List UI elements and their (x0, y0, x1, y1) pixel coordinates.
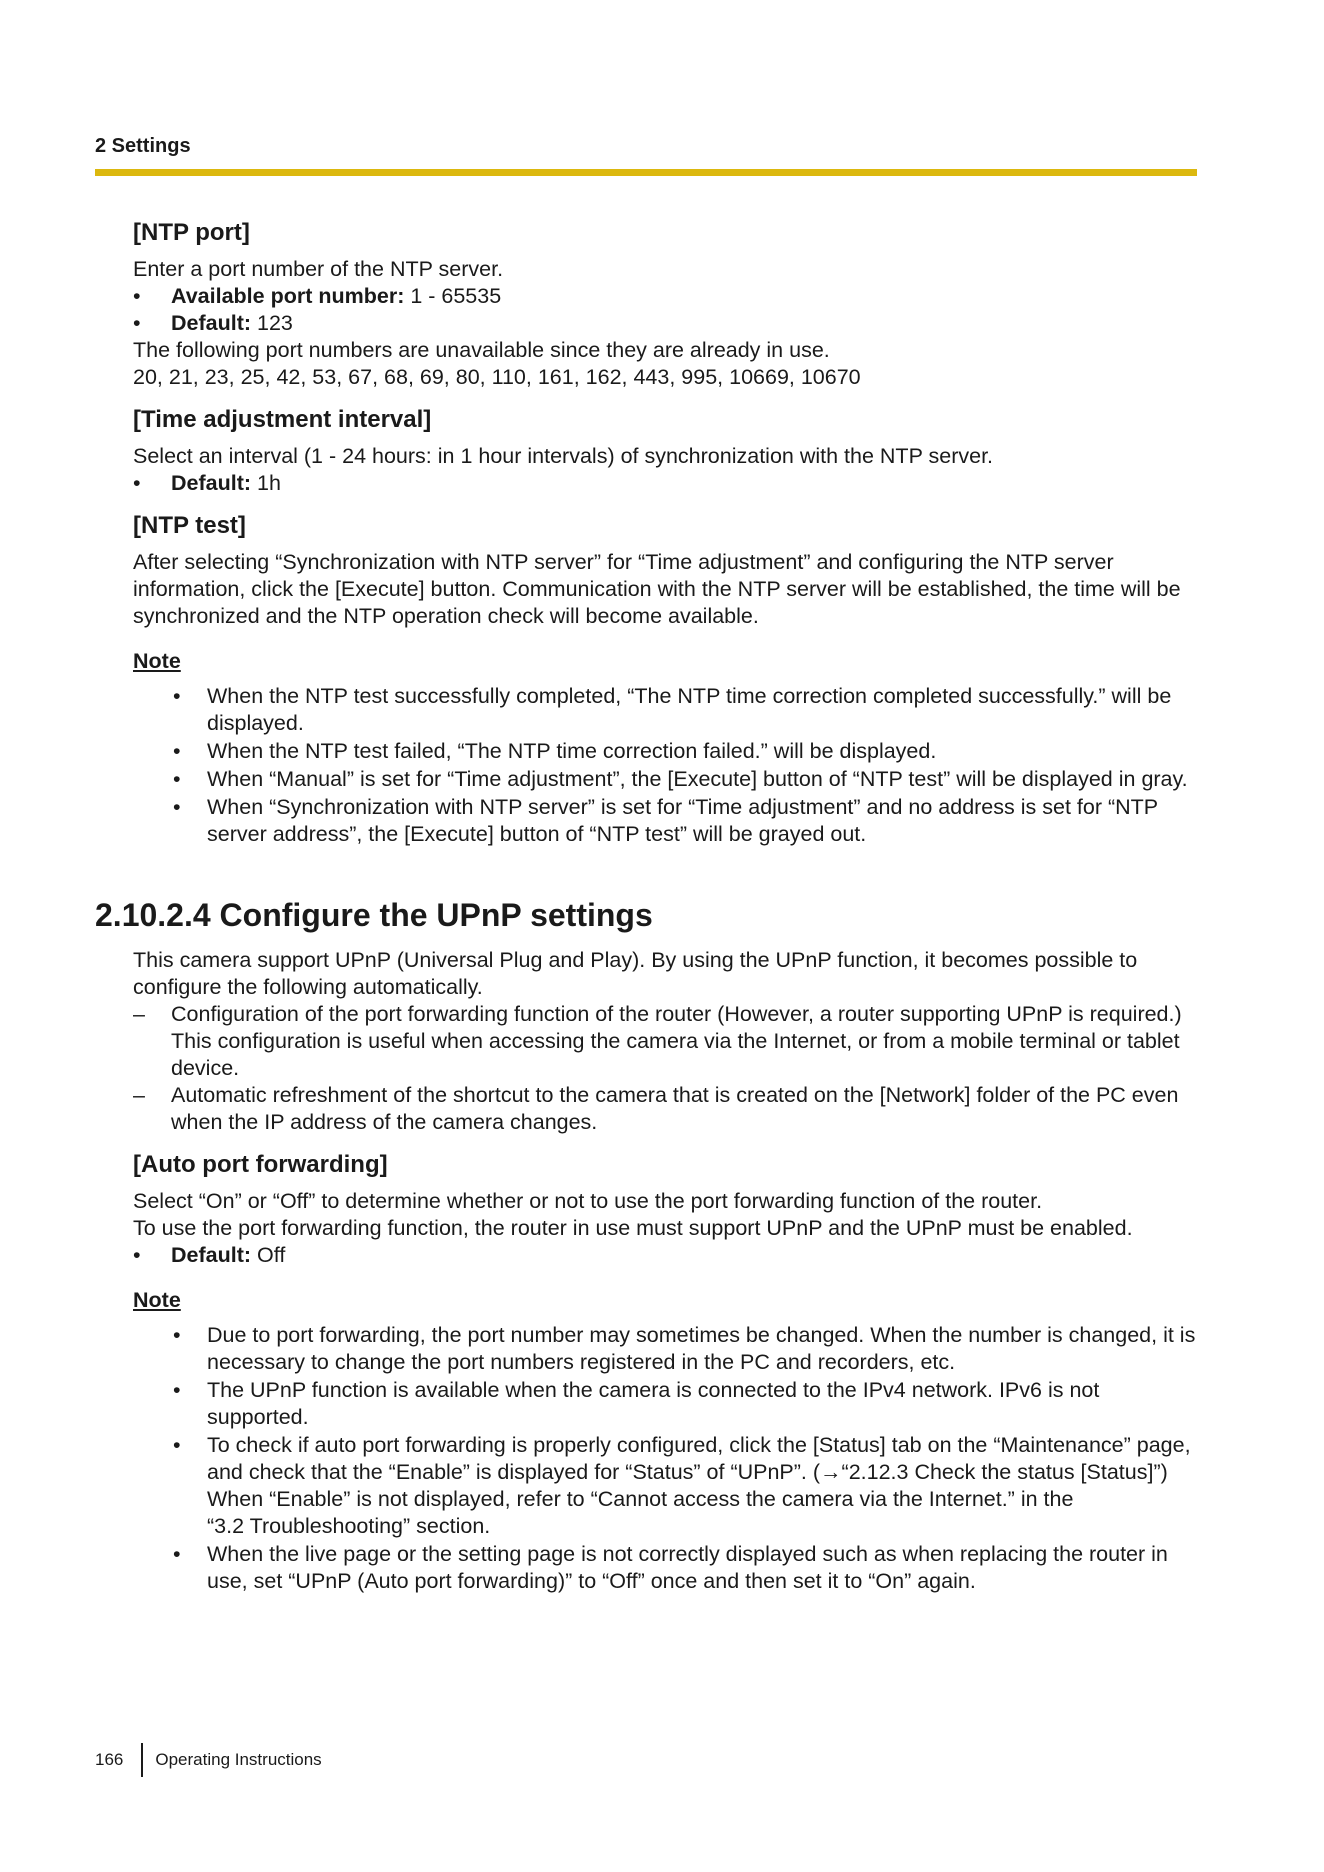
note-label: Note (133, 649, 181, 673)
auto-port-line-1: Select “On” or “Off” to determine whether or not to use the port forwarding function of the router. (133, 1189, 1043, 1213)
ntp-port-title: [NTP port] (133, 219, 250, 246)
header-rule (95, 169, 1197, 176)
ntp-test-title: [NTP test] (133, 512, 246, 539)
auto-port-notes (133, 1322, 1197, 1595)
footer-doc-title: Operating Instructions (155, 1750, 322, 1769)
note-item: • When “Manual” is set for “Time adjustment”, the [Execute] button of “NTP test” will be displayed in gray. (173, 766, 1197, 793)
time-adjustment-interval-title: [Time adjustment interval] (133, 406, 432, 433)
ntp-port-intro: Enter a port number of the NTP server. (133, 257, 504, 281)
note-item: • Due to port forwarding, the port number may sometimes be changed. When the number is changed, it is necessary to change the port numbers registered in the PC and recorders, etc. (173, 1322, 1197, 1376)
ntp-test-body: After selecting “Synchronization with NTP server” for “Time adjustment” and configuring the NTP server information, click the [Execute] button. Communication with the NTP server will be established, the time will be synchronized and the NTP operation check will become available. (133, 550, 1181, 628)
note-item (173, 1432, 1197, 1540)
time-adjustment-intro: Select an interval (1 - 24 hours: in 1 hour intervals) of synchronization with the NTP server. (133, 444, 994, 468)
note-item: • The UPnP function is available when the camera is connected to the IPv4 network. IPv6 is not supported. (173, 1377, 1197, 1431)
upnp-feature-item: – Automatic refreshment of the shortcut to the camera that is created on the [Network] folder of the PC even when the IP address of the camera changes. (133, 1082, 1197, 1136)
available-port-value: 1 - 65535 (404, 284, 502, 308)
available-port-item (133, 283, 1197, 310)
note-item: • When the NTP test successfully completed, “The NTP time correction completed successfully.” will be displayed. (173, 683, 1197, 737)
page-number: 166 (95, 1750, 124, 1769)
auto-port-line-2: To use the port forwarding function, the router in use must support UPnP and the UPnP must be enabled. (133, 1216, 1133, 1240)
ntp-test-notes (133, 683, 1197, 848)
upnp-feature-list (133, 1001, 1197, 1136)
unavailable-ports-text: The following port numbers are unavailable since they are already in use. (133, 338, 830, 362)
auto-port-forwarding-title: [Auto port forwarding] (133, 1151, 388, 1178)
ntp-port-specs (133, 283, 1197, 337)
default-value: Off (251, 1243, 286, 1267)
page-content (95, 218, 1197, 1596)
note-item: • When the NTP test failed, “The NTP time correction failed.” will be displayed. (173, 738, 1197, 765)
running-header-section: 2 Settings (95, 135, 191, 157)
unavailable-ports-list: 20, 21, 23, 25, 42, 53, 67, 68, 69, 80, 110, 161, 162, 443, 995, 10669, 10670 (133, 365, 861, 389)
upnp-section-heading: 2.10.2.4 Configure the UPnP settings (95, 897, 653, 933)
default-label: Default: (171, 471, 252, 495)
page-footer (95, 1743, 322, 1777)
auto-port-default-item (133, 1242, 1197, 1269)
note-continuation-2: “3.2 Troubleshooting” section. (207, 1514, 491, 1538)
time-adjustment-specs (133, 470, 1197, 497)
footer-divider (141, 1743, 143, 1777)
default-label: Default: (171, 1243, 252, 1267)
time-adjustment-default-item (133, 470, 1197, 497)
ntp-port-default-item (133, 310, 1197, 337)
note-continuation-1: When “Enable” is not displayed, refer to “Cannot access the camera via the Internet.” in the (207, 1487, 1074, 1511)
available-port-label: Available port number: (171, 284, 405, 308)
default-value: 123 (251, 311, 293, 335)
upnp-intro: This camera support UPnP (Universal Plug and Play). By using the UPnP function, it becomes possible to configure the following automatically. (133, 948, 1138, 999)
upnp-feature-item: – Configuration of the port forwarding function of the router (However, a router supporting UPnP is required.) This configuration is useful when accessing the camera via the Internet, or from a mobile terminal or tablet device. (133, 1001, 1197, 1082)
note-text: To check if auto port forwarding is properly configured, click the [Status] tab on the “Maintenance” page, and check that the “Enable” is displayed for “Status” of “UPnP”. (→“2.12.3 Check the status [Status]”) (207, 1433, 1191, 1484)
default-value: 1h (251, 471, 281, 495)
note-item: • When “Synchronization with NTP server” is set for “Time adjustment” and no address is set for “NTP server address”, the [Execute] button of “NTP test” will be grayed out. (173, 794, 1197, 848)
auto-port-specs (133, 1242, 1197, 1269)
note-item: • When the live page or the setting page is not correctly displayed such as when replacing the router in use, set “UPnP (Auto port forwarding)” to “Off” once and then set it to “On” again. (173, 1541, 1197, 1595)
note-label: Note (133, 1288, 181, 1312)
default-label: Default: (171, 311, 252, 335)
